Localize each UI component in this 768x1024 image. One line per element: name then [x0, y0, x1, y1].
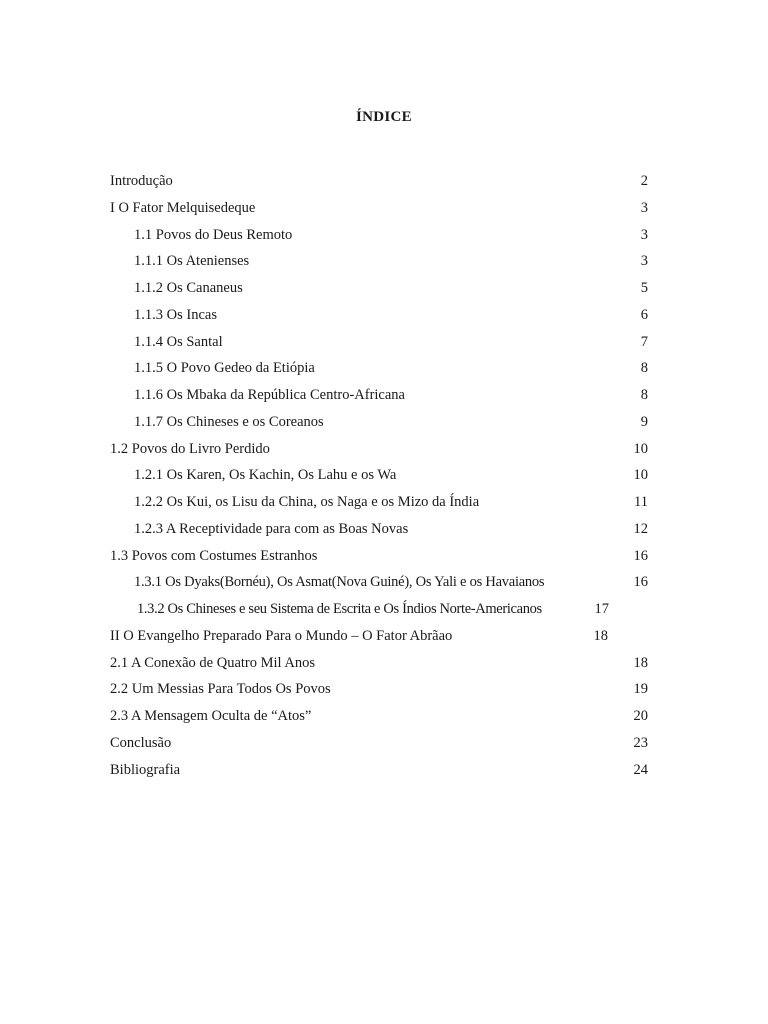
toc-entry-page: 12: [633, 520, 648, 537]
toc-entry-label: 2.1 A Conexão de Quatro Mil Anos: [110, 654, 316, 671]
toc-entry-page: 23: [633, 734, 648, 751]
toc-entry-label: 1.1.7 Os Chineses e os Coreanos: [134, 413, 324, 430]
toc-entry-label: 1.1.2 Os Cananeus: [134, 280, 243, 296]
toc-entry: [110, 411, 650, 438]
toc-entry-page: 19: [633, 681, 648, 698]
toc-entry-label: Conclusão: [110, 734, 172, 751]
toc-entry-label: 1.3 Povos com Costumes Estranhos: [110, 547, 318, 564]
toc-entry-label: 2.3 A Mensagem Oculta de “Atos”: [110, 708, 312, 724]
toc-entry-page: 3: [640, 199, 648, 216]
toc-entry-page: 24: [633, 761, 648, 778]
toc-entry: [110, 598, 650, 625]
toc-entry-page: 20: [633, 708, 648, 724]
toc-entry: [110, 571, 650, 598]
toc-entry-page: 3: [640, 226, 648, 243]
toc-entry-page: 2: [640, 173, 648, 189]
toc-entry: [110, 384, 650, 411]
toc-entry-page: 10: [633, 440, 648, 457]
toc-entry-label: 1.1.3 Os Incas: [134, 306, 217, 323]
toc-entry-page: 3: [640, 253, 648, 270]
toc-entry-label: 1.1.6 Os Mbaka da República Centro-Africana: [134, 387, 405, 403]
toc-entry: [110, 197, 650, 224]
toc-entry-label: 1.2 Povos do Livro Perdido: [110, 440, 270, 457]
toc-entry-label: Bibliografia: [110, 761, 181, 778]
toc-entry: [110, 250, 650, 277]
toc-entry: [110, 491, 650, 518]
toc-entry-page: 8: [640, 360, 648, 377]
toc-entry: [110, 170, 650, 197]
toc-entry: [110, 518, 650, 545]
toc-entry-page: 5: [640, 280, 648, 296]
toc-entry: [110, 705, 650, 732]
toc-entry: [110, 277, 650, 304]
toc-entry: [110, 625, 650, 652]
toc-entry-label: 2.2 Um Messias Para Todos Os Povos: [110, 681, 331, 698]
toc-entry: [110, 224, 650, 251]
toc-entry: [110, 438, 650, 465]
toc-entry-label: 1.2.2 Os Kui, os Lisu da China, os Naga e os Mizo da Índia: [134, 494, 480, 510]
toc-entry: [110, 304, 650, 331]
toc-entry-page: 7: [640, 333, 648, 350]
toc-entry-label: 1.1.1 Os Atenienses: [134, 253, 250, 270]
toc-entry-page: 9: [640, 413, 648, 430]
toc-entry-label: 1.2.3 A Receptividade para com as Boas Novas: [134, 520, 409, 537]
toc-entry-label: 1.2.1 Os Karen, Os Kachin, Os Lahu e os Wa: [134, 467, 397, 484]
table-of-contents: [110, 170, 650, 785]
toc-entry-page: 16: [633, 547, 648, 564]
toc-entry-label: 1.3.2 Os Chineses e seu Sistema de Escrita e Os Índios Norte-Americanos: [137, 601, 542, 617]
toc-entry-page: 16: [633, 574, 648, 591]
toc-entry-label: 1.3.1 Os Dyaks(Bornéu), Os Asmat(Nova Guiné), Os Yali e os Havaianos: [134, 574, 545, 591]
toc-entry: [110, 652, 650, 679]
toc-entry-page: 18: [593, 627, 608, 644]
toc-entry-page: 10: [633, 467, 648, 484]
toc-entry-label: 1.1.4 Os Santal: [134, 333, 223, 350]
toc-entry: [110, 732, 650, 759]
toc-entry-label: I O Fator Melquisedeque: [110, 199, 256, 216]
toc-entry: [110, 678, 650, 705]
toc-entry-page: 18: [633, 654, 648, 671]
toc-entry-page: 11: [634, 494, 648, 510]
toc-entry-page: 8: [640, 387, 648, 403]
page-title: ÍNDICE: [356, 109, 412, 125]
toc-entry: [110, 464, 650, 491]
toc-entry-label: 1.1 Povos do Deus Remoto: [134, 226, 293, 243]
toc-entry-label: Introdução: [110, 173, 173, 189]
toc-entry: [110, 357, 650, 384]
toc-entry: [110, 545, 650, 572]
toc-entry-page: 6: [640, 306, 648, 323]
toc-entry: [110, 759, 650, 786]
toc-entry-page: 17: [594, 601, 609, 617]
toc-entry-label: II O Evangelho Preparado Para o Mundo – O Fator Abrãao: [110, 627, 453, 644]
toc-entry: [110, 331, 650, 358]
toc-entry-label: 1.1.5 O Povo Gedeo da Etiópia: [134, 360, 315, 377]
